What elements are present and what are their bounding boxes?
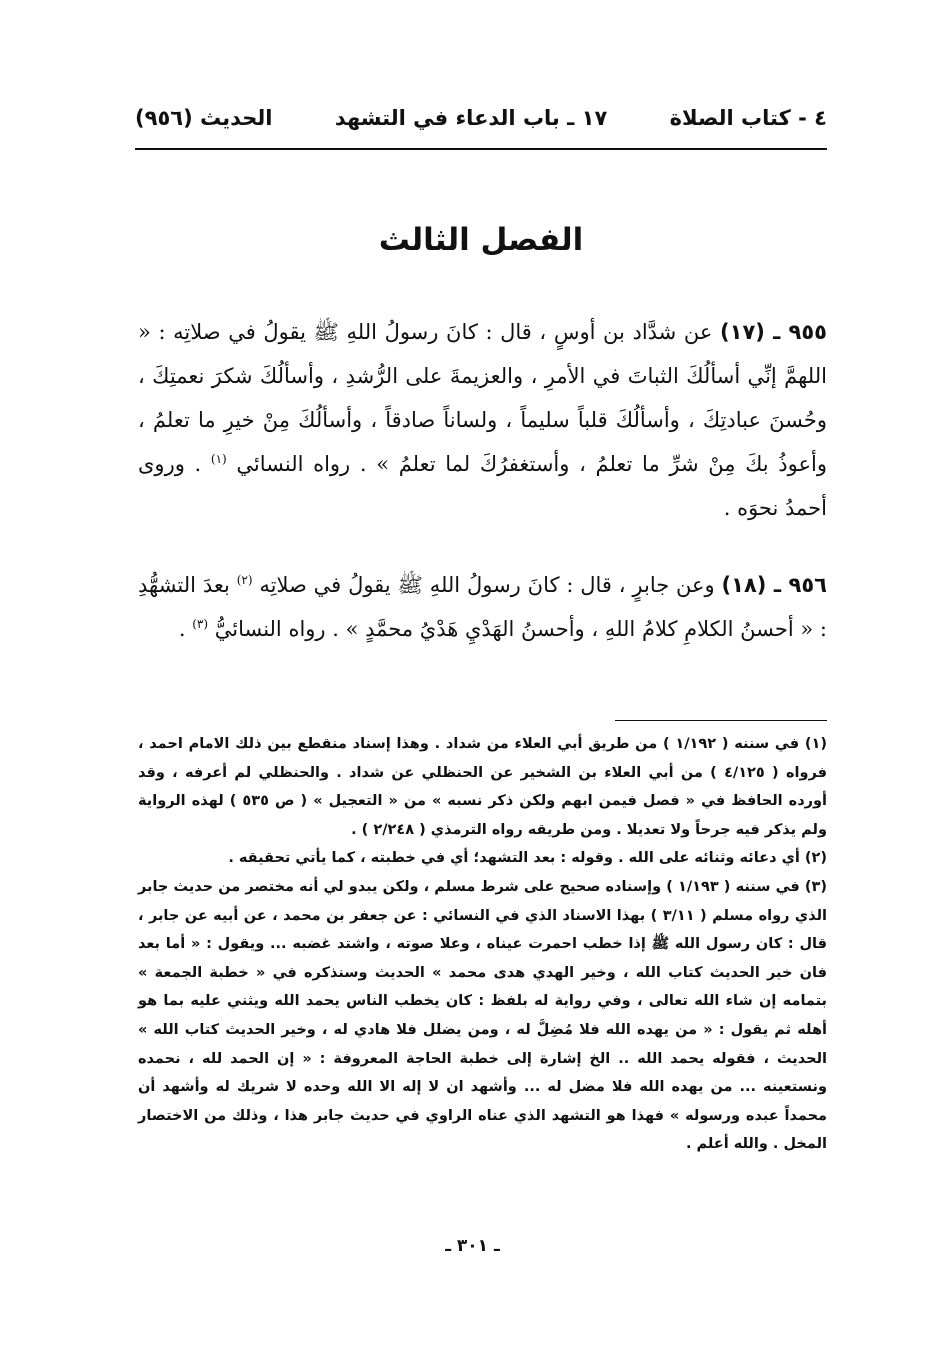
hadith-text-continued: بعدَ التشهُّدِ : « أحسنُ الكلامِ كلامُ اللهِ ، وأحسنُ الهَدْيِ هَدْيُ محمَّدٍ » . رواه النسائيُّ bbox=[138, 573, 827, 641]
footnote-divider bbox=[615, 720, 827, 721]
hadith-number: ٩٥٦ ـ (١٨) bbox=[721, 573, 827, 597]
hadith-number: ٩٥٥ ـ (١٧) bbox=[720, 320, 827, 344]
page-number: ـ ٣٠١ ـ bbox=[445, 1236, 500, 1256]
footnotes bbox=[138, 730, 827, 1159]
hadith-text: وعن جابرٍ ، قال : كانَ رسولُ اللهِ ﷺ يقولُ في صلاتِه bbox=[259, 573, 715, 597]
hadith-text: عن شدَّاد بن أوسٍ ، قال : كانَ رسولُ اللهِ ﷺ يقولُ في صلاتِه : « اللهمَّ إنِّي أسألُكَ الثباتَ في الأمرِ ، والعزيمةَ على الرُّشدِ ، وأسألُكَ شكرَ نعمتِكَ ، وحُسنَ عبادتِكَ ، وأسألُكَ قلباً سليماً ، ولساناً صادقاً ، وأسألُكَ مِنْ خيرِ ما تعلمُ ، وأعوذُ بكَ مِنْ شرِّ ما تعلمُ ، وأستغفرُكَ لما تعلمُ » . رواه النسائي bbox=[138, 320, 827, 476]
section-title: الفصل الثالث bbox=[378, 222, 584, 258]
running-header bbox=[135, 98, 827, 138]
footnote-marker[interactable]: (١) bbox=[210, 452, 227, 466]
footnote-marker[interactable]: (٣) bbox=[192, 617, 209, 631]
footnote-3: (٣) في سننه ( ١/١٩٣ ) وإسناده صحيح على شرط مسلم ، ولكن يبدو لي أنه مختصر من حديث جابر الذي رواه مسلم ( ٣/١١ ) بهذا الاسناد الذي في النسائي : عن جعفر بن محمد ، عن أبيه عن جابر ، قال : كان رسول الله ﷺ إذا خطب احمرت عيناه ، وعلا صوته ، واشتد غضبه ... ويقول : « أما بعد فان خير الحديث كتاب الله ، وخير الهدي هدى محمد » الحديث وسنذكره في « خطبة الجمعة » بتمامه إن شاء الله تعالى ، وفي رواية له بلفظ : كان يخطب الناس يحمد الله ويثني عليه بما هو أهله ثم يقول : « من يهده الله فلا مُضِلَّ له ، ومن يضلل فلا هادي له ، وخير الحديث كتاب الله » الحديث ، فقوله يحمد الله .. الخ إشارة إلى خطبة الحاجة المعروفة : « إن الحمد لله ، نحمده ونستعينه ... من يهده الله فلا مضل له ... وأشهد ان لا إله الا الله وحده لا شريك له وأشهد أن محمداً عبده ورسوله » فهذا هو التشهد الذي عناه الراوي في حديث جابر هذا ، وذلك من الاختصار المخل . والله أعلم . bbox=[138, 878, 827, 1153]
hadith-text-end: . bbox=[178, 617, 186, 641]
hadith-956 bbox=[138, 563, 827, 651]
footnote-1: (١) في سننه ( ١/١٩٢ ) من طريق أبي العلاء من شداد . وهذا إسناد منقطع بين ذلك الامام احمد ، فرواه ( ٤/١٢٥ ) من أبي العلاء بن الشخير عن الحنظلي عن شداد . والحنظلي لم أعرفه ، وقد أورده الحافظ في « فصل فيمن ابهم ولكن ذكر نسبه » من « التعجيل » ( ص ٥٣٥ ) لهذه الرواية ولم يذكر فيه جرحاً ولا تعديلا . ومن طريقه رواه الترمذي ( ٢/٢٤٨ ) . bbox=[138, 736, 827, 838]
header-chapter-title: ١٧ ـ باب الدعاء في التشهد bbox=[334, 106, 608, 130]
header-hadith-range: الحديث (٩٥٦) bbox=[135, 106, 273, 130]
header-book-title: ٤ - كتاب الصلاة bbox=[669, 106, 827, 130]
footnote-2: (٢) أي دعائه وثنائه على الله . وقوله : بعد التشهد؛ أي في خطبته ، كما يأتي تحقيقه . bbox=[228, 850, 827, 867]
header-divider bbox=[135, 148, 827, 150]
hadith-text-continued: . وروى أحمدُ نحوَه . bbox=[138, 452, 827, 520]
hadith-955 bbox=[138, 310, 827, 530]
footnote-marker[interactable]: (٢) bbox=[236, 573, 253, 587]
